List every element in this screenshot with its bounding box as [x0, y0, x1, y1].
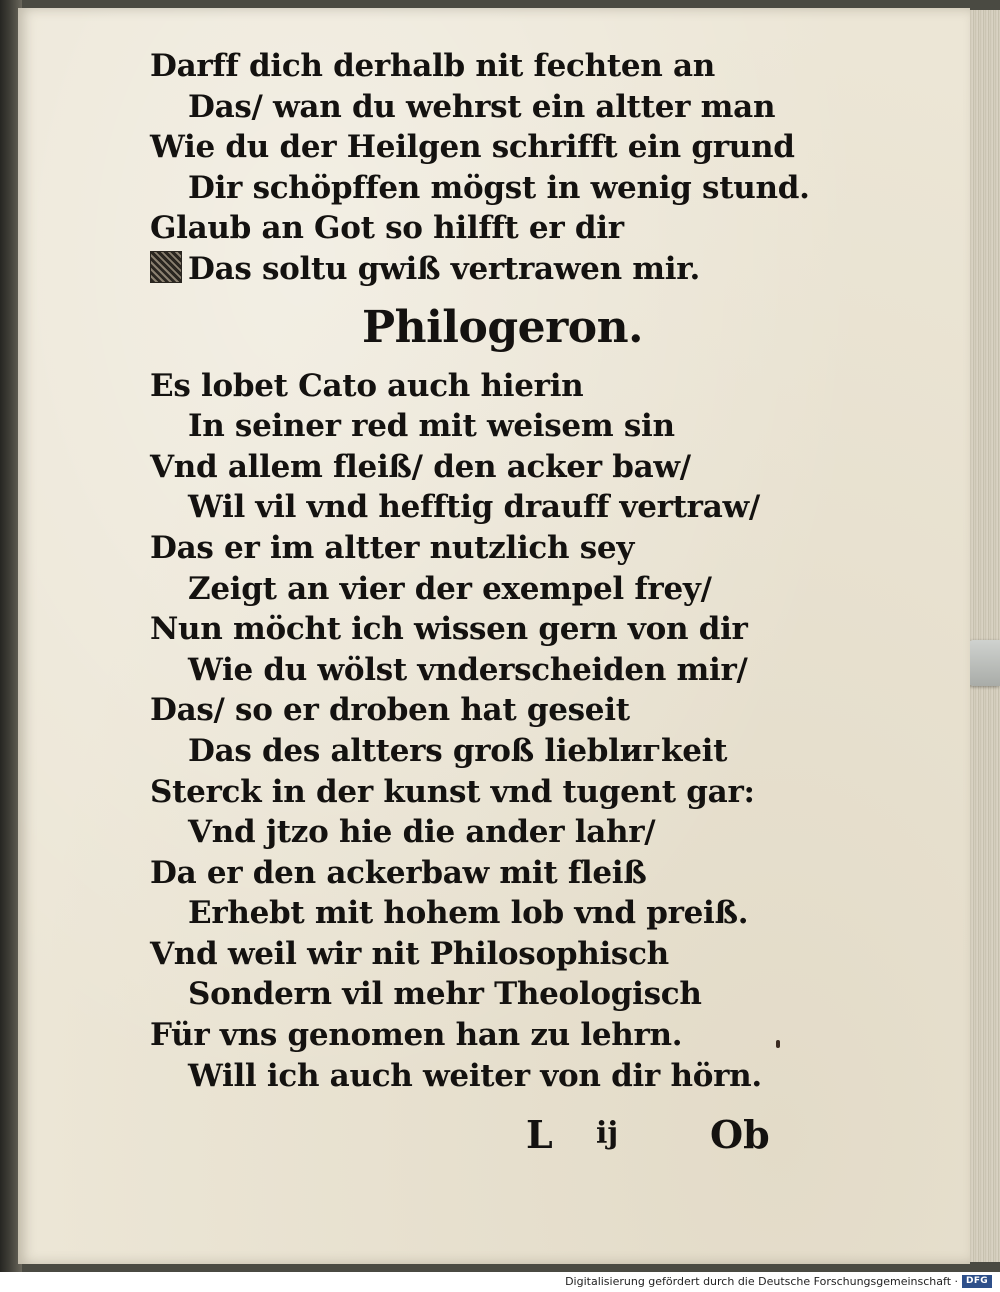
verse-line — [150, 46, 790, 87]
verse-line-text: Da er den ackerbaw mit fleiß — [150, 854, 647, 891]
verse-stanza-2 — [150, 366, 790, 1097]
verse-line — [150, 447, 790, 488]
verse-line — [150, 690, 790, 731]
page-edges — [968, 10, 1000, 1262]
verse-line-text: Sterck in der kunst vnd tugent gar: — [150, 773, 755, 810]
verse-line-text: Für vns genomen han zu lehrn. — [150, 1017, 683, 1054]
verse-line-text: In seiner red mit weisem sin — [188, 408, 675, 445]
verse-line-text: Erhebt mit hohem lob vnd preiß. — [188, 895, 749, 932]
verse-line — [150, 168, 810, 209]
verse-line — [150, 127, 795, 168]
page-tab-marker — [966, 640, 1000, 686]
verse-line-text: Vnd allem fleiß/ den acker baw/ — [150, 448, 691, 485]
verse-line — [150, 893, 790, 934]
footer-bar — [0, 1272, 1000, 1292]
verse-line-text: Das/ wan du wehrst ein altter man — [188, 88, 776, 125]
verse-stanza-1 — [150, 46, 810, 290]
signature-number: ij — [596, 1116, 619, 1151]
verse-line — [150, 528, 790, 569]
verse-line-text: Zeigt an vier der exempel frey/ — [188, 570, 712, 607]
verse-line — [150, 87, 790, 128]
verse-line — [150, 366, 790, 407]
verse-line-text: Wie du der Heilgen schrifft ein grund — [150, 129, 795, 166]
dfg-logo: DFG — [962, 1275, 992, 1288]
verse-line-text: Glaub an Got so hilfft er dir — [150, 210, 624, 247]
ink-speck — [776, 1040, 780, 1048]
verse-line-text: Darff dich derhalb nit fechten an — [150, 48, 716, 84]
verse-line — [150, 772, 790, 813]
verse-line — [150, 1015, 790, 1056]
verse-line — [150, 934, 790, 975]
verse-line-text: Wie du wölst vnderscheiden mir/ — [188, 651, 748, 688]
verse-line-text: Das soltu gwiß vertrawen mir. — [188, 250, 700, 287]
signature-mark: L — [526, 1112, 553, 1157]
verse-line-text: Nun möcht ich wissen gern von dir — [150, 611, 748, 648]
verse-line-text: Dir schöpffen mögst in wenig stund. — [188, 169, 810, 206]
verse-line — [150, 812, 790, 853]
verse-line — [150, 650, 790, 691]
verse-line-text: Das/ so er droben hat gesеit — [150, 692, 630, 729]
verse-line — [150, 1056, 790, 1097]
verse-line-text: Vnd weil wir nit Philosophisch — [150, 935, 669, 972]
verse-line — [150, 974, 790, 1015]
verse-line — [150, 487, 790, 528]
verse-line-text: Das des altters groß lieblигkeit — [188, 732, 728, 769]
verse-text — [150, 46, 810, 1096]
funding-notice: Digitalisierung gefördert durch die Deutsche Forschungsgemeinschaft · — [565, 1275, 958, 1288]
verse-line-text: Es lobet Cato auch hierin — [150, 367, 584, 404]
signature-line — [520, 1112, 780, 1162]
verse-line — [150, 609, 790, 650]
verse-line — [150, 853, 790, 894]
ornament-icon — [150, 251, 182, 283]
verse-line-text: Will ich auch weiter von dir hörn. — [188, 1057, 762, 1094]
verse-line — [150, 208, 790, 249]
catchword: Ob — [710, 1112, 770, 1157]
verse-line-text: Sondern vil mehr Theologisch — [188, 976, 702, 1013]
verse-line — [150, 406, 790, 447]
verse-line — [150, 249, 790, 290]
verse-line-text: Wil vil vnd hefftig drauff vertraw/ — [188, 489, 760, 526]
verse-line — [150, 569, 790, 610]
speaker-heading: Philogeron. — [362, 301, 643, 353]
verse-line-text: Vnd jtzo hie die ander lahr/ — [188, 814, 656, 851]
verse-line-text: Das er im altter nutzlich sey — [150, 529, 635, 566]
verse-line — [150, 731, 790, 772]
